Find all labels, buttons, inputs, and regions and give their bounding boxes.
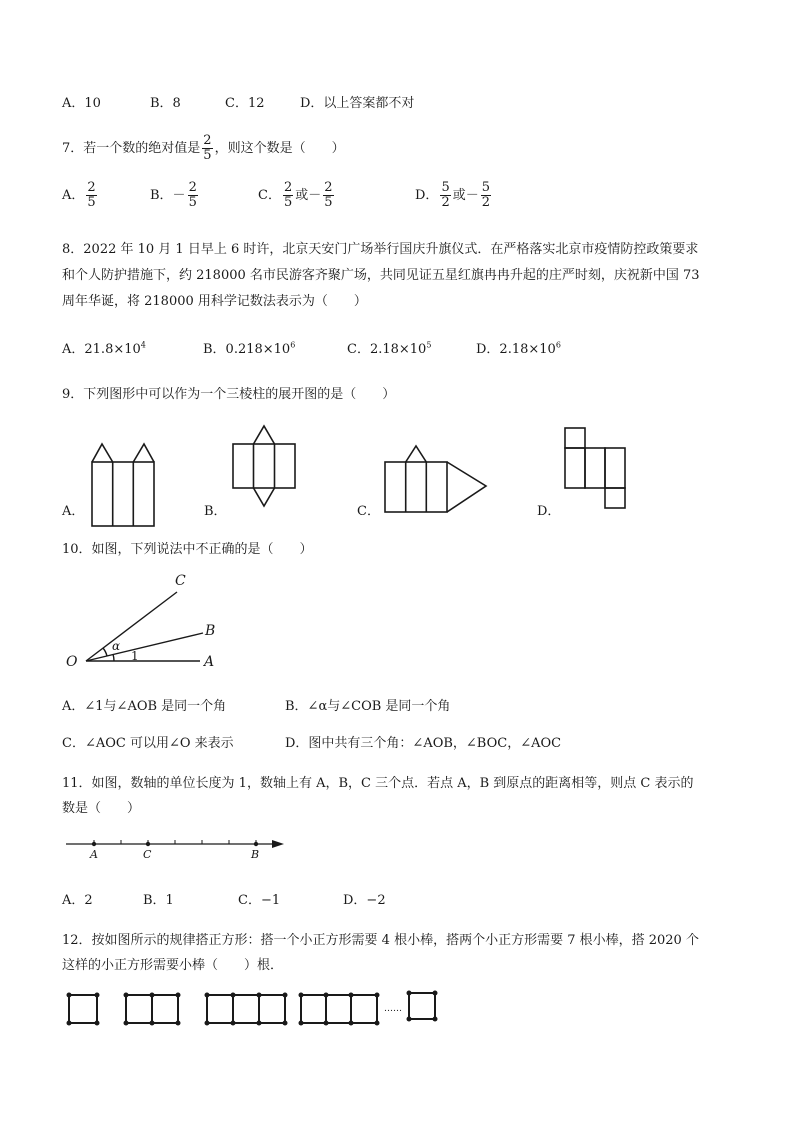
q8-line-3: 周年华诞，将 218000 用科学记数法表示为（ ） — [62, 294, 367, 309]
q7-option-d: D． $\frac{5}{2}$ 或－ $\frac{5}{2}$ — [415, 180, 491, 210]
q9-figure-b — [233, 426, 295, 506]
q7-option-a: A． $\frac{2}{5}$ — [62, 180, 96, 210]
label-a: A — [204, 654, 215, 670]
q9-figure-a — [92, 444, 154, 526]
q11-option-a: A．2 — [62, 893, 93, 908]
q12-line-1: 12．按如图所示的规律搭正方形：搭一个小正方形需要 4 根小棒，搭两个小正方形需要 7 根小棒，搭 2020 个 — [62, 933, 699, 948]
q9-figure-c — [385, 446, 486, 512]
q12-line-2: 这样的小正方形需要小棒（ ）根． — [62, 958, 284, 973]
q11-option-d: D．−2 — [343, 893, 386, 908]
q9-label-a: A． — [62, 504, 85, 519]
q10-option-b: B．∠α与∠COB 是同一个角 — [285, 699, 451, 714]
q12-squares-figure — [0, 985, 460, 1035]
label-c: C — [175, 573, 186, 589]
q9-label-d: D． — [537, 504, 561, 519]
q9-label-c: C． — [357, 504, 380, 519]
q6-option-d: D．以上答案都不对 — [300, 96, 415, 111]
q11-line-2: 数是（ ） — [62, 801, 141, 816]
angle-1-arc — [113, 654, 114, 661]
label-1: 1 — [131, 649, 139, 663]
q8-line-2: 和个人防护措施下，约 218000 名市民游客齐聚广场，共同见证五星红旗冉冉升起的庄严时刻，庆祝新中国 73 — [62, 268, 700, 283]
q7-stem — [62, 134, 345, 163]
q8-line-1: 8．2022 年 10 月 1 日早上 6 时许，北京天安门广场举行国庆升旗仪式．在严格落实北京市疫情防控政策要求 — [62, 242, 699, 257]
q11-line-1: 11．如图，数轴的单位长度为 1，数轴上有 A，B，C 三个点．若点 A，B 到原点的距离相等，则点 C 表示的 — [62, 776, 694, 791]
q10-option-a: A．∠1与∠AOB 是同一个角 — [62, 699, 227, 714]
q9-stem: 9．下列图形中可以作为一个三棱柱的展开图的是（ ） — [62, 387, 396, 402]
q9-label-b: B． — [204, 504, 227, 519]
point-c-label: C — [143, 848, 152, 861]
label-o: O — [66, 654, 78, 670]
label-alpha: α — [112, 639, 121, 653]
q8-option-c: C．$2.18\times 10^5$ — [347, 340, 432, 357]
q11-number-line — [0, 830, 320, 866]
q8-option-a: A．$21.8\times 10^4$ — [62, 340, 146, 357]
q10-angle-figure — [0, 565, 300, 675]
q8-option-b: B．$0.218\times 10^6$ — [203, 340, 296, 357]
label-b: B — [205, 623, 216, 639]
q9-figures — [0, 420, 794, 530]
q7-stem-post: ，则这个数是（ ） — [214, 141, 345, 156]
q6-option-b: B．8 — [150, 96, 181, 111]
q11-option-c: C．−1 — [238, 893, 281, 908]
q10-option-c: C．∠AOC 可以用∠O 来表示 — [62, 736, 234, 751]
ellipsis: …… — [384, 1004, 402, 1014]
q8-option-d: D．$2.18\times 10^6$ — [476, 340, 561, 357]
q6-option-c: C．12 — [225, 96, 265, 111]
q7-option-c: C． $\frac{2}{5}$ 或－ $\frac{2}{5}$ — [258, 180, 333, 210]
q10-option-d: D．图中共有三个角：∠AOB，∠BOC，∠AOC — [285, 736, 562, 751]
point-a-label: A — [90, 848, 98, 861]
q7-option-b: B．－ $\frac{2}{5}$ — [150, 180, 197, 210]
q11-option-b: B．1 — [143, 893, 174, 908]
q10-stem: 10．如图，下列说法中不正确的是（ ） — [62, 542, 313, 557]
q7-stem-fraction: $\frac{2}{5}$ — [203, 133, 212, 163]
q6-option-a: A．10 — [62, 96, 101, 111]
point-b-label: B — [251, 848, 260, 861]
q9-figure-d — [565, 428, 625, 508]
q7-stem-pre: 7．若一个数的绝对值是 — [62, 141, 201, 156]
angle-alpha-arc — [103, 648, 107, 656]
